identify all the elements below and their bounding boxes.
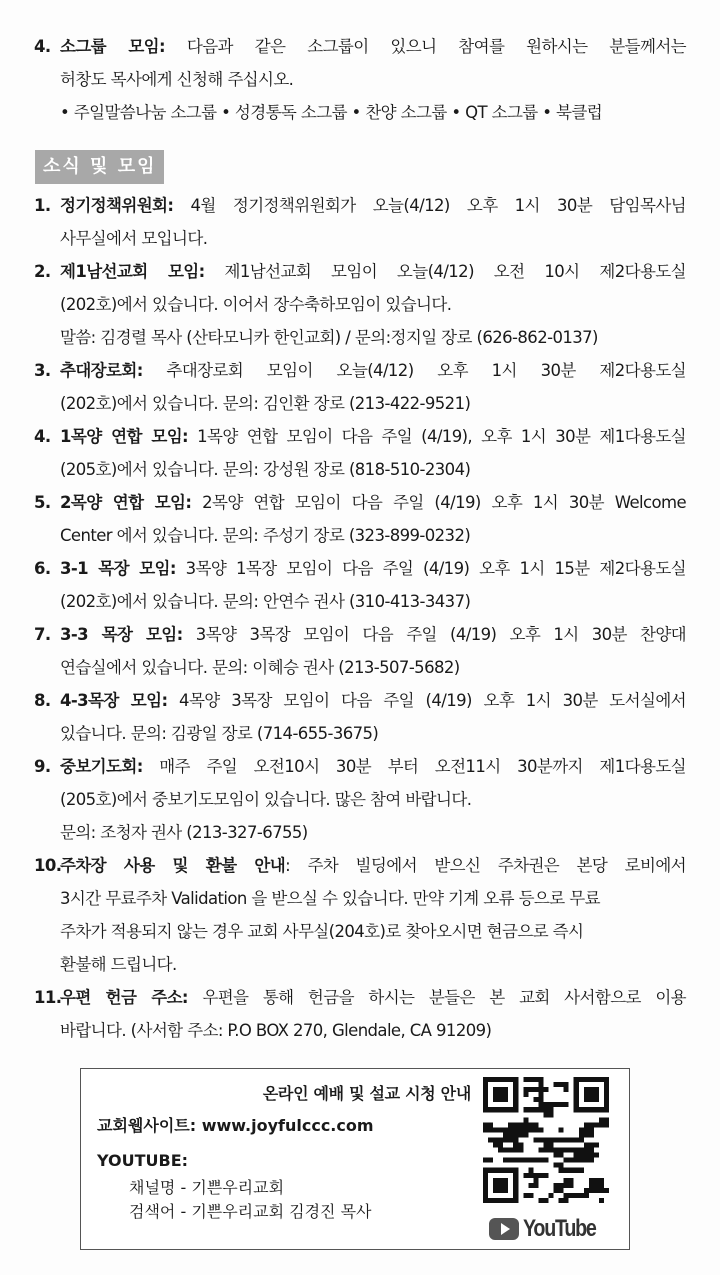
item-number: 4. — [34, 427, 51, 446]
item-number: 3. — [34, 361, 51, 380]
item-number: 6. — [34, 559, 51, 578]
news-item — [34, 981, 686, 1047]
item-text: 3시간 무료주차 Validation 을 받으실 수 있습니다. 만약 기계 오류 등으로 무료 — [60, 889, 600, 908]
youtube-label: YOUTUBE: — [97, 1151, 189, 1170]
item-text: 우편을 통해 헌금을 하시는 분들은 본 교회 사서함으로 이용 — [187, 988, 686, 1007]
news-item — [34, 849, 686, 981]
item-title: 4-3목장 모임: — [60, 691, 168, 710]
item-number: 11. — [34, 988, 62, 1007]
item-number: 7. — [34, 625, 51, 644]
item-text: 연습실에서 있습니다. 문의: 이혜승 권사 (213-507-5682) — [60, 658, 460, 677]
item-title: 주차장 사용 및 환불 안내 — [60, 856, 286, 875]
item-text: 있습니다. 문의: 김광일 장로 (714-655-3675) — [60, 724, 379, 743]
small-group-item — [34, 30, 686, 129]
item-text: (205호)에서 있습니다. 문의: 강성원 장로 (818-510-2304) — [60, 460, 471, 479]
website-link[interactable]: 교회웹사이트: www.joyfulccc.com — [97, 1116, 374, 1135]
news-item — [34, 420, 686, 486]
item-text: 4목양 3목장 모임이 다음 주일 (4/19) 오후 1시 30분 도서실에서 — [167, 691, 687, 710]
news-list — [34, 189, 686, 1047]
news-item — [34, 618, 686, 684]
item-title: 중보기도회: — [60, 757, 143, 776]
item-number: 8. — [34, 691, 51, 710]
item-title: 3-3 목장 모임: — [60, 625, 183, 644]
item-title: 소그룹 모임: — [60, 37, 166, 56]
item-text: (205호)에서 중보기도모임이 있습니다. 많은 참여 바랍니다. — [60, 790, 472, 809]
item-text: 주차가 적용되지 않는 경우 교회 사무실(204호)로 찾아오시면 현금으로 즉시 — [60, 922, 584, 941]
news-item — [34, 354, 686, 420]
item-number: 5. — [34, 493, 51, 512]
item-number: 9. — [34, 757, 51, 776]
section-header: 소식 및 모임 — [35, 150, 164, 184]
youtube-channel: 채널명 - 기쁜우리교회 — [129, 1178, 285, 1197]
news-item — [34, 486, 686, 552]
item-title: 3-1 목장 모임: — [60, 559, 176, 578]
youtube-play-icon — [489, 1218, 519, 1240]
item-title: 1목양 연합 모임: — [60, 427, 189, 446]
item-text: : 주차 빌딩에서 받으신 주차권은 본당 로비에서 — [285, 856, 686, 875]
item-text: 매주 주일 오전10시 30분 부터 오전11시 30분까지 제1다용도실 — [142, 757, 686, 776]
item-title: 제1남선교회 모임: — [60, 262, 205, 281]
item-title: 정기정책위원회: — [60, 196, 174, 215]
item-text: (202호)에서 있습니다. 이어서 장수축하모임이 있습니다. — [60, 295, 452, 314]
small-group-list: • 주일말씀나눔 소그룹 • 성경통독 소그룹 • 찬양 소그룹 • QT 소그룹 • 북클럽 — [60, 103, 603, 122]
item-number: 10. — [34, 856, 62, 875]
item-text: 다음과 같은 소그룹이 있으니 참여를 원하시는 분들께서는 — [186, 37, 686, 56]
item-title: 추대장로회: — [60, 361, 143, 380]
item-text: 환불해 드립니다. — [60, 955, 177, 974]
item-text: Center 에서 있습니다. 문의: 주성기 장로 (323-899-0232) — [60, 526, 471, 545]
item-text: 추대장로회 모임이 오늘(4/12) 오후 1시 30분 제2다용도실 — [142, 361, 686, 380]
item-number: 4. — [34, 37, 51, 56]
item-text: 말씀: 김경렬 목사 (산타모니카 한인교회) / 문의:정지일 장로 (626-862-0137) — [60, 328, 598, 347]
news-item — [34, 189, 686, 255]
item-number: 2. — [34, 262, 51, 281]
news-item — [34, 552, 686, 618]
youtube-logo[interactable]: YouTube — [489, 1215, 612, 1243]
item-text: 1목양 연합 모임이 다음 주일 (4/19), 오후 1시 30분 제1다용도실 — [188, 427, 686, 446]
item-title: 2목양 연합 모임: — [60, 493, 192, 512]
news-item — [34, 684, 686, 750]
item-number: 1. — [34, 196, 51, 215]
item-text: (202호)에서 있습니다. 문의: 안연수 권사 (310-413-3437) — [60, 592, 471, 611]
item-text: 2목양 연합 모임이 다음 주일 (4/19) 오후 1시 30분 Welcome — [191, 493, 687, 512]
item-text: 허창도 목사에게 신청해 주십시오. — [60, 70, 294, 89]
online-worship-info-box — [80, 1068, 630, 1250]
info-box-title: 온라인 예배 및 설교 시청 안내 — [262, 1084, 471, 1103]
news-item — [34, 255, 686, 354]
item-text: 3목양 1목장 모임이 다음 주일 (4/19) 오후 1시 15분 제2다용도실 — [175, 559, 686, 578]
youtube-search-term: 검색어 - 기쁜우리교회 김경진 목사 — [129, 1202, 372, 1221]
item-text: 문의: 조청자 권사 (213-327-6755) — [60, 823, 308, 842]
item-text: (202호)에서 있습니다. 문의: 김인환 장로 (213-422-9521) — [60, 394, 471, 413]
item-text: 3목양 3목장 모임이 다음 주일 (4/19) 오후 1시 30분 찬양대 — [182, 625, 686, 644]
qr-code-icon[interactable] — [483, 1077, 609, 1203]
item-text: 사무실에서 모입니다. — [60, 229, 208, 248]
item-title: 우편 헌금 주소: — [60, 988, 188, 1007]
item-text: 바랍니다. (사서함 주소: P.O BOX 270, Glendale, CA 91209) — [60, 1021, 492, 1040]
news-item — [34, 750, 686, 849]
item-text: 4월 정기정책위원회가 오늘(4/12) 오후 1시 30분 담임목사님 — [173, 196, 686, 215]
item-text: 제1남선교회 모임이 오늘(4/12) 오전 10시 제2다용도실 — [204, 262, 686, 281]
